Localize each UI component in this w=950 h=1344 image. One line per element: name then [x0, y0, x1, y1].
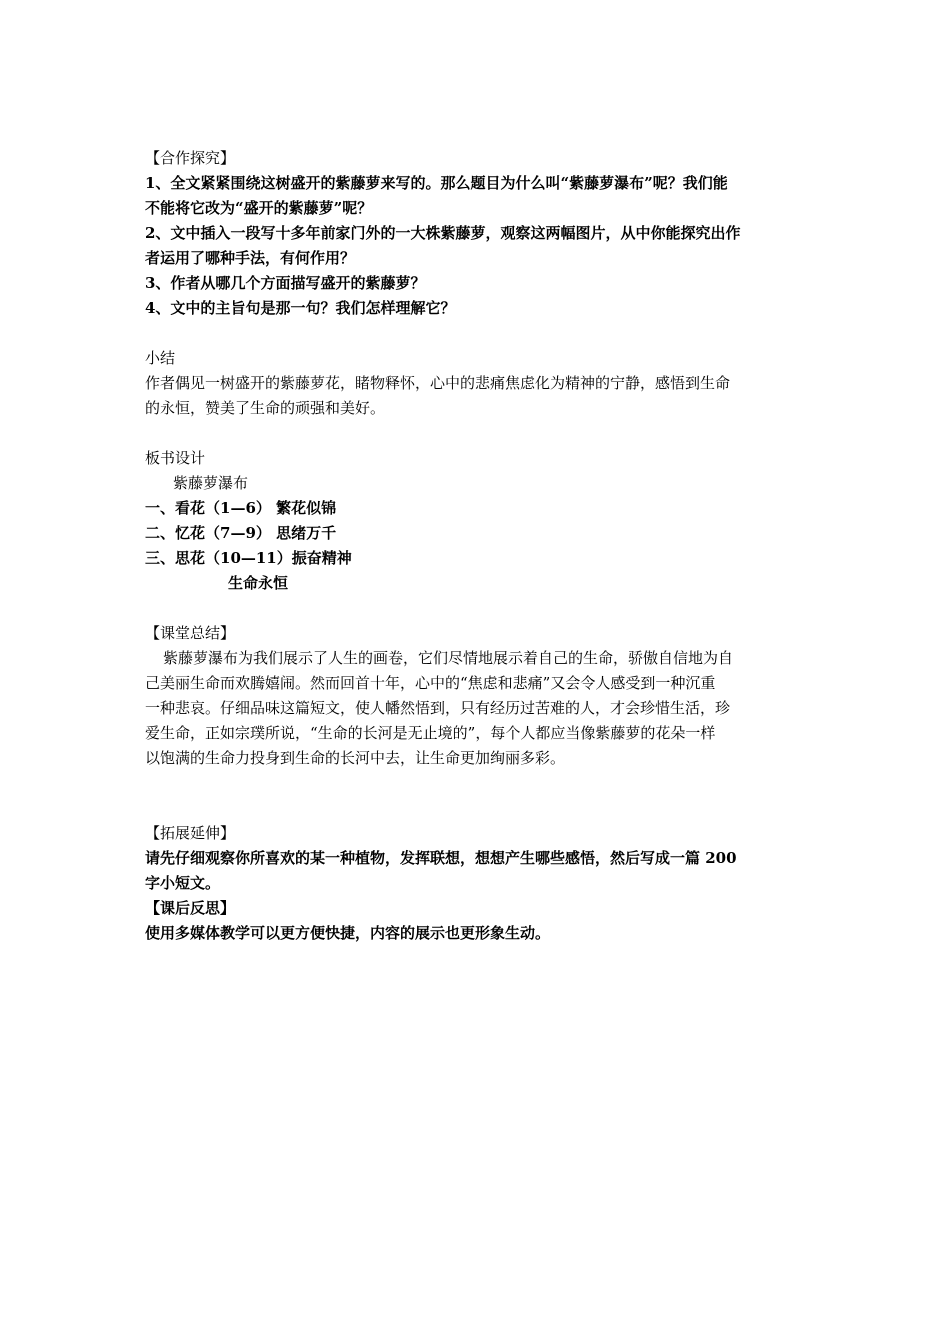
extension-line-2: 字小短文。: [145, 874, 221, 892]
extension-heading: 【拓展延伸】: [145, 824, 236, 842]
reflection-section: [145, 896, 807, 946]
question-3: 3、作者从哪几个方面描写盛开的紫藤萝？: [145, 274, 426, 292]
board-row-1: 一、看花（1—6） 繁花似锦: [145, 499, 337, 517]
board-design-section: [145, 446, 807, 596]
board-row-3: 三、思花（10—11）振奋精神: [145, 549, 352, 567]
question-4: 4、文中的主旨句是那一句？我们怎样理解它？: [145, 299, 456, 317]
class-summary-section: [145, 621, 807, 771]
class-summary-line-3: 一种悲哀。仔细品味这篇短文，使人幡然悟到，只有经历过苦难的人，才会珍惜生活，珍: [145, 699, 731, 717]
question-2-line-2: 者运用了哪种手法，有何作用？: [145, 249, 356, 267]
class-summary-heading: 【课堂总结】: [145, 624, 236, 642]
class-summary-line-5: 以饱满的生命力投身到生命的长河中去，让生命更加绚丽多彩。: [145, 749, 566, 767]
spacer: [145, 421, 807, 446]
summary-section: [145, 346, 807, 421]
board-row-2: 二、忆花（7—9） 思绪万千: [145, 524, 337, 542]
class-summary-line-4: 爱生命，正如宗璞所说，“生命的长河是无止境的”，每个人都应当像紫藤萝的花朵一样: [145, 724, 716, 742]
extension-section: [145, 821, 807, 896]
document-page: [145, 146, 807, 946]
question-1-line-1: 1、全文紧紧围绕这树盛开的紫藤萝来写的。那么题目为什么叫“紫藤萝瀑布”呢？我们能: [145, 174, 728, 192]
summary-heading: 小结: [145, 349, 176, 367]
summary-line-1: 作者偶见一树盛开的紫藤萝花，睹物释怀，心中的悲痛焦虑化为精神的宁静，感悟到生命: [145, 374, 731, 392]
reflection-heading: 【课后反思】: [145, 899, 236, 917]
spacer: [145, 321, 807, 346]
board-title: 紫藤萝瀑布: [173, 474, 249, 492]
question-2-line-1: 2、文中插入一段写十多年前家门外的一大株紫藤萝，观察这两幅图片，从中你能探究出作: [145, 224, 741, 242]
board-heading: 板书设计: [145, 449, 206, 467]
class-summary-line-1: 紫藤萝瀑布为我们展示了人生的画卷，它们尽情地展示着自己的生命，骄傲自信地为自: [163, 649, 734, 667]
reflection-line-1: 使用多媒体教学可以更方便快捷，内容的展示也更形象生动。: [145, 924, 551, 942]
cooperation-section: [145, 146, 807, 321]
spacer: [145, 596, 807, 621]
cooperation-heading: 【合作探究】: [145, 149, 236, 167]
class-summary-line-2: 己美丽生命而欢腾嬉闹。然而回首十年，心中的“焦虑和悲痛”又会令人感受到一种沉重: [145, 674, 716, 692]
summary-line-2: 的永恒，赞美了生命的顽强和美好。: [145, 399, 386, 417]
board-row-4: 生命永恒: [228, 574, 289, 592]
question-1-line-2: 不能将它改为“盛开的紫藤萝”呢？: [145, 199, 373, 217]
spacer: [145, 771, 807, 821]
extension-line-1: 请先仔细观察你所喜欢的某一种植物，发挥联想，想想产生哪些感悟，然后写成一篇 200: [145, 849, 737, 867]
